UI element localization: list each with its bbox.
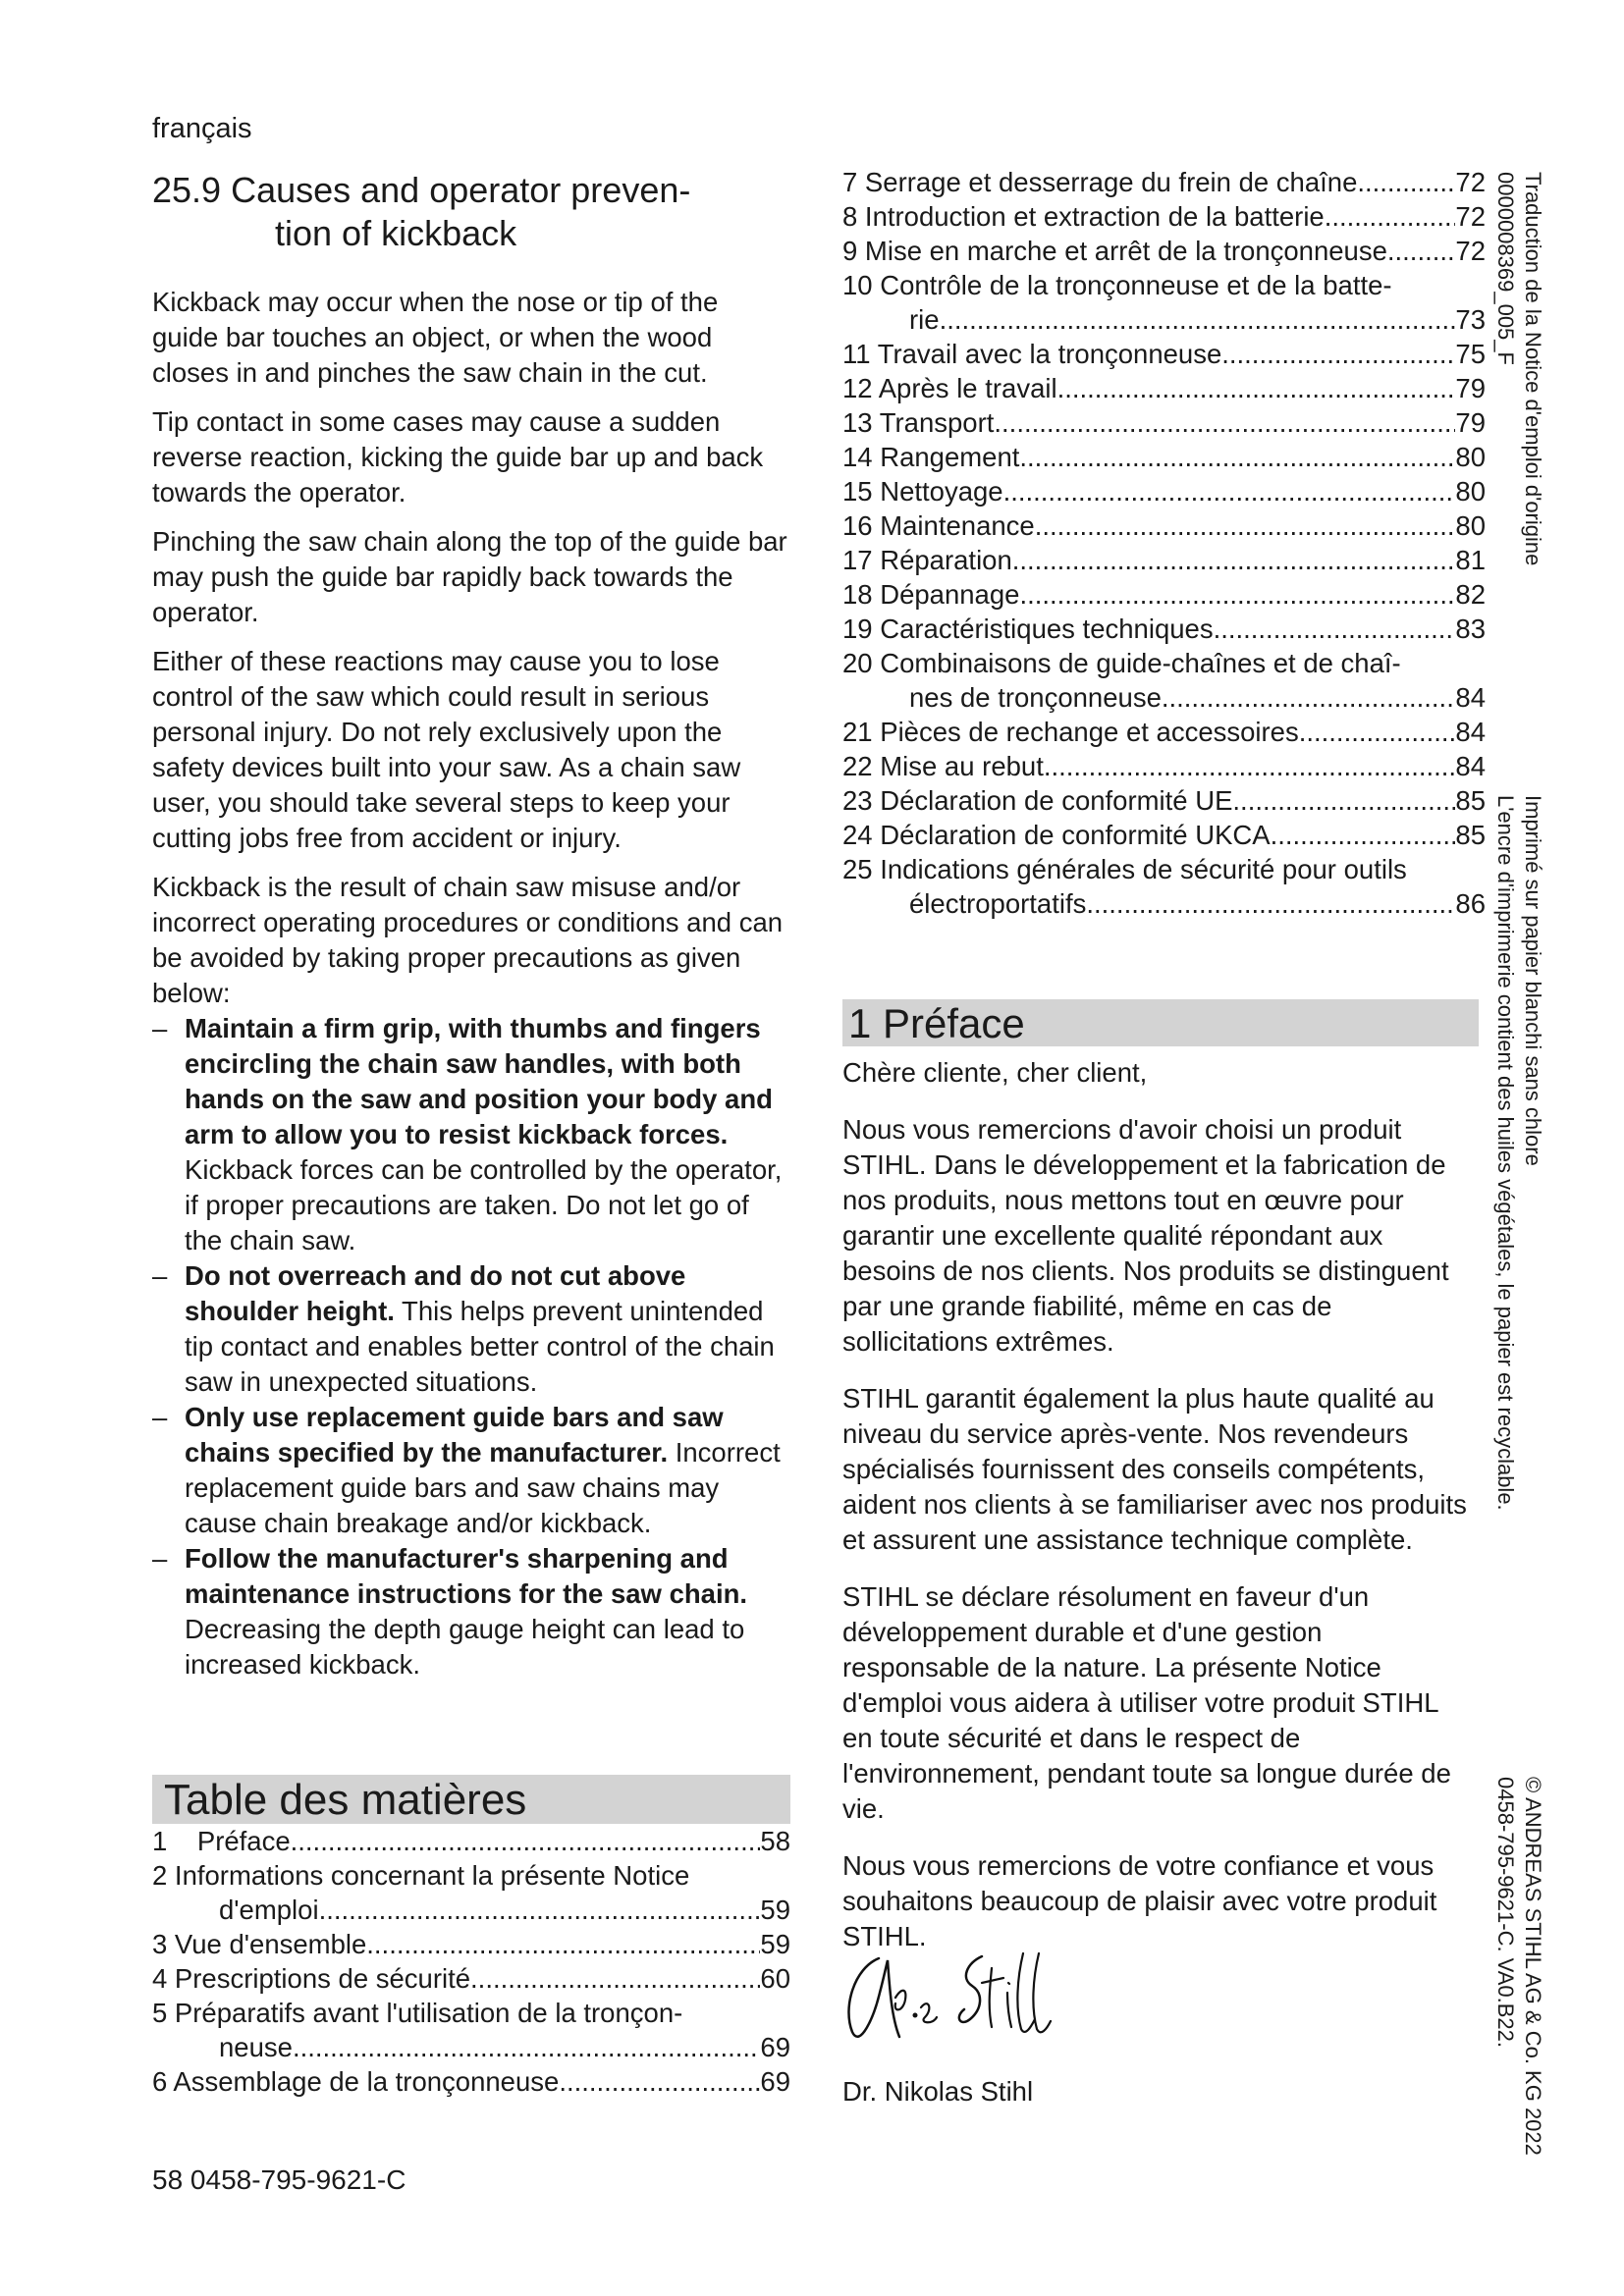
toc-entry-row: [842, 440, 1486, 474]
toc-page-number: 60: [760, 1963, 790, 1994]
toc-entry-label: 10 Contrôle de la tronçonneuse et de la batte-: [842, 270, 1392, 300]
toc-entry-row: [152, 1824, 790, 1858]
bullet-text: This helps prevent unintended tip contact and enables better control of the chain saw in unexpected situations.: [185, 1296, 775, 1397]
toc-entry-row: [842, 612, 1486, 646]
toc-page-number: 59: [760, 1895, 790, 1925]
toc-page-number: 69: [760, 2066, 790, 2097]
toc-entry: [842, 337, 1486, 371]
bullet-bold: Follow the manufacturer's sharpening and maintenance instructions for the saw chain.: [185, 1543, 748, 1609]
language-label: français: [152, 113, 252, 144]
toc-entry: [842, 818, 1486, 852]
preface-paragraph: STIHL se déclare résolument en faveur d'un développement durable et d'une gestion responsable de la nature. La présente Notice d'emploi vous aidera à utiliser votre produit STIHL en toute sécurité et dans le respect de l'environnement, pendant toute sa longue durée de vie.: [842, 1581, 1451, 1824]
toc-entry-label: 2 Informations concernant la présente Notice: [152, 1860, 690, 1891]
toc-entry-continuation: d'emploi: [219, 1895, 319, 1925]
kickback-title-line1: 25.9 Causes and operator preven-: [152, 170, 691, 210]
toc-entry-row: [842, 405, 1486, 440]
toc-entry-label: 6 Assemblage de la tronçonneuse: [152, 2066, 560, 2097]
bullet-item: [152, 1011, 790, 1258]
side-note-line: L'encre d'imprimerie contient des huiles végétales, le papier est recyclable.: [1493, 795, 1518, 1511]
toc-entry: [152, 1996, 790, 2064]
toc-entry-label: 4 Prescriptions de sécurité: [152, 1963, 471, 1994]
toc-entry: [152, 1858, 790, 1927]
toc-page-number: 58: [760, 1826, 790, 1856]
bullet-text: Kickback forces can be controlled by the operator, if proper precautions are taken. Do not let go of the chain saw.: [185, 1154, 783, 1255]
toc-entry-row: [842, 371, 1486, 405]
side-note-line: 0000008369_005_F: [1493, 172, 1518, 365]
toc-entry: [842, 268, 1486, 337]
toc-leader-dots: [1057, 371, 1456, 405]
toc-leader-dots: [1044, 749, 1456, 783]
side-note-line: 0458-795-9621-C. VA0.B22.: [1493, 1777, 1518, 2048]
toc-page-number: 79: [1455, 407, 1486, 438]
kickback-paragraph: Kickback may occur when the nose or tip of the guide bar touches an object, or when the wood closes in and pinches the saw chain in the cut.: [152, 287, 719, 388]
toc-leader-dots: [1232, 783, 1455, 818]
dash-icon: –: [152, 1260, 168, 1291]
toc-leader-dots: [1162, 680, 1456, 715]
toc-page-number: 72: [1455, 167, 1486, 197]
toc-entry: [842, 852, 1486, 921]
toc-entry: [842, 165, 1486, 199]
toc-leader-dots: [291, 1824, 761, 1858]
toc-leader-dots: [1325, 199, 1456, 234]
kickback-paragraph: Pinching the saw chain along the top of the guide bar may push the guide bar rapidly back towards the operator.: [152, 526, 787, 627]
bullet-bold: Maintain a firm grip, with thumbs and fingers encircling the chain saw handles, with both hands on the saw and position your body and arm to allow you to resist kickback forces.: [185, 1013, 773, 1149]
bullet-bold: Only use replacement guide bars and saw chains specified by the manufacturer.: [185, 1402, 724, 1468]
toc-entry-label: 19 Caractéristiques techniques: [842, 614, 1214, 644]
toc-leader-dots: [1357, 165, 1455, 199]
toc-entry-row: [152, 1927, 790, 1961]
toc-leader-dots: [1271, 818, 1456, 852]
toc-entry-label: 22 Mise au rebut: [842, 751, 1044, 781]
toc-page-number: 85: [1455, 785, 1486, 816]
toc-entry: [842, 543, 1486, 577]
kickback-bullet-list: [152, 1011, 790, 1682]
toc-leader-dots: [1019, 440, 1455, 474]
toc-entry-label: 17 Réparation: [842, 545, 1012, 575]
bullet-text: Incorrect replacement guide bars and saw chains may cause chain breakage and/or kickback.: [185, 1437, 781, 1538]
toc-entry-row: [842, 474, 1486, 508]
toc-entry: [842, 474, 1486, 508]
toc-entry-label: 24 Déclaration de conformité UKCA: [842, 820, 1271, 850]
toc-entry-row: [842, 337, 1486, 371]
toc-entry-row: [152, 1961, 790, 1996]
signature-image: [835, 1939, 1070, 2056]
toc-page-number: 72: [1455, 236, 1486, 266]
toc-entry-label: 23 Déclaration de conformité UE: [842, 785, 1233, 816]
bullet-text: Decreasing the depth gauge height can lead to increased kickback.: [185, 1614, 745, 1680]
preface-paragraph: STIHL garantit également la plus haute qualité au niveau du service après-vente. Nos revendeurs spécialisés fournissent des conseils compétents, aident nos clients à se familiariser avec nos produits et assurent une assistance technique complète.: [842, 1383, 1467, 1555]
toc-entry: [842, 577, 1486, 612]
bullet-item: [152, 1400, 790, 1541]
kickback-paragraph: Either of these reactions may cause you to lose control of the saw which could result in serious personal injury. Do not rely exclusively upon the safety devices built into your saw. As a chain saw user, you should take several steps to keep your cutting jobs free from accident or injury.: [152, 646, 741, 853]
dash-icon: –: [152, 1402, 168, 1432]
toc-entry-row: [842, 818, 1486, 852]
toc-entry-label: 25 Indications générales de sécurité pour outils: [842, 854, 1407, 884]
dash-icon: –: [152, 1013, 168, 1043]
toc-page-number: 81: [1455, 545, 1486, 575]
toc-entry: [842, 405, 1486, 440]
toc-entry-label: 16 Maintenance: [842, 510, 1035, 541]
side-note-line: Imprimé sur papier blanchi sans chlore: [1521, 795, 1545, 1166]
toc-entry: [842, 440, 1486, 474]
toc-entry: [842, 234, 1486, 268]
toc-leader-dots: [319, 1893, 761, 1927]
toc-entry-continuation: rie: [909, 304, 940, 335]
toc-entry-label: 15 Nettoyage: [842, 476, 1003, 507]
toc-entry: [842, 646, 1486, 715]
toc-entry-row: [842, 199, 1486, 234]
toc-entry-row: [842, 165, 1486, 199]
toc-page-number: 83: [1455, 614, 1486, 644]
side-note-line: Traduction de la Notice d'emploi d'origine: [1521, 172, 1545, 566]
toc-entry-row: [842, 577, 1486, 612]
toc-left-list: [152, 1824, 790, 2099]
toc-entry: [842, 612, 1486, 646]
toc-page-number: 84: [1455, 751, 1486, 781]
preface-paragraph: Nous vous remercions d'avoir choisi un produit STIHL. Dans le développement et la fabrication de nos produits, nous mettons tout en œuvre pour garantir une excellente qualité répondant aux besoins de nos clients. Nos produits se distinguent par une grande fiabilité, même en cas de sollicitations extrêmes.: [842, 1114, 1449, 1357]
toc-entry: [842, 715, 1486, 749]
toc-page-number: 84: [1455, 717, 1486, 747]
toc-entry-row: [842, 234, 1486, 268]
toc-page-number: 75: [1455, 339, 1486, 369]
toc-page-number: 79: [1455, 373, 1486, 403]
toc-entry-label: 21 Pièces de rechange et accessoires: [842, 717, 1299, 747]
toc-entry-continuation: nes de tronçonneuse: [909, 682, 1162, 713]
toc-leader-dots: [1299, 715, 1456, 749]
toc-entry-row: [842, 783, 1486, 818]
toc-entry-label: 12 Après le travail: [842, 373, 1057, 403]
toc-page-number: 72: [1455, 201, 1486, 232]
toc-leader-dots: [470, 1961, 760, 1996]
page-footer: 58 0458-795-9621-C: [152, 2164, 406, 2195]
toc-entry-row: [152, 2030, 790, 2064]
toc-entry-row: [842, 302, 1486, 337]
toc-page-number: 82: [1455, 579, 1486, 610]
kickback-title: [152, 169, 790, 255]
toc-right-list: [842, 165, 1486, 921]
toc-entry-row: [842, 886, 1486, 921]
toc-page-number: 80: [1455, 442, 1486, 472]
toc-entry-row: [842, 749, 1486, 783]
toc-entry: [152, 2064, 790, 2099]
toc-entry-label: 5 Préparatifs avant l'utilisation de la tronçon-: [152, 1998, 683, 2028]
preface-body: [842, 1055, 1471, 1976]
toc-entry-label: 14 Rangement: [842, 442, 1020, 472]
toc-page-number: 59: [760, 1929, 790, 1959]
toc-leader-dots: [1387, 234, 1456, 268]
toc-entry-label: 9 Mise en marche et arrêt de la tronçonneuse: [842, 236, 1387, 266]
signer-name: Dr. Nikolas Stihl: [842, 2076, 1034, 2107]
toc-entry-label: 8 Introduction et extraction de la batterie: [842, 201, 1325, 232]
toc-leader-dots: [1214, 612, 1456, 646]
toc-entry: [842, 749, 1486, 783]
toc-entry-continuation: neuse: [219, 2032, 293, 2062]
toc-leader-dots: [994, 405, 1455, 440]
toc-entry-row: [842, 715, 1486, 749]
toc-entry: [152, 1927, 790, 1961]
toc-entry: [842, 371, 1486, 405]
kickback-title-line2: tion of kickback: [275, 213, 517, 253]
toc-leader-dots: [1035, 508, 1456, 543]
toc-leader-dots: [559, 2064, 760, 2099]
toc-leader-dots: [1003, 474, 1456, 508]
kickback-section: [152, 169, 790, 1682]
toc-page-number: 84: [1455, 682, 1486, 713]
bullet-item: [152, 1541, 790, 1682]
preface-paragraph: Chère cliente, cher client,: [842, 1057, 1148, 1088]
toc-page-number: 80: [1455, 476, 1486, 507]
preface-title: 1 Préface: [842, 999, 1479, 1046]
toc-entry-row: [842, 680, 1486, 715]
toc-entry-continuation: électroportatifs: [909, 888, 1087, 919]
toc-entry: [842, 508, 1486, 543]
bullet-bold: Do not overreach and do not cut above shoulder height.: [185, 1260, 686, 1326]
toc-leader-dots: [1221, 337, 1455, 371]
toc-entry-label: 18 Dépannage: [842, 579, 1020, 610]
toc-leader-dots: [1012, 543, 1456, 577]
toc-entry: [152, 1824, 790, 1858]
side-note-paper: [1491, 795, 1546, 1511]
side-note-translation: [1491, 172, 1546, 565]
toc-entry-label: 7 Serrage et desserrage du frein de chaîne: [842, 167, 1358, 197]
kickback-paragraph: Kickback is the result of chain saw misuse and/or incorrect operating procedures or conditions and can be avoided by taking proper precautions as given below:: [152, 872, 784, 1008]
toc-page-number: 73: [1455, 304, 1486, 335]
toc-entry-row: [842, 508, 1486, 543]
toc-entry-row: [152, 2064, 790, 2099]
toc-entry-row: [842, 543, 1486, 577]
kickback-paragraph: Tip contact in some cases may cause a sudden reverse reaction, kicking the guide bar up and back towards the operator.: [152, 406, 764, 507]
toc-entry: [152, 1961, 790, 1996]
toc-leader-dots: [293, 2030, 760, 2064]
side-note-line: © ANDREAS STIHL AG & Co. KG 2022: [1521, 1777, 1545, 2156]
toc-page-number: 80: [1455, 510, 1486, 541]
bullet-item: [152, 1258, 790, 1400]
preface-paragraph: Nous vous remercions de votre confiance et vous souhaitons beaucoup de plaisir avec votre produit STIHL.: [842, 1850, 1437, 1951]
side-note-copyright: [1491, 1777, 1546, 2156]
toc-leader-dots: [1086, 886, 1455, 921]
toc-entry-label: 11 Travail avec la tronçonneuse: [842, 339, 1222, 369]
toc-leader-dots: [1019, 577, 1455, 612]
toc-entry: [842, 783, 1486, 818]
dash-icon: –: [152, 1543, 168, 1574]
toc-entry: [842, 199, 1486, 234]
toc-page-number: 69: [760, 2032, 790, 2062]
toc-title: Table des matières: [152, 1775, 790, 1824]
toc-entry-row: [152, 1893, 790, 1927]
toc-leader-dots: [940, 302, 1456, 337]
toc-entry-label: 13 Transport: [842, 407, 995, 438]
toc-entry-label: 3 Vue d'ensemble: [152, 1929, 367, 1959]
toc-page-number: 86: [1455, 888, 1486, 919]
toc-page-number: 85: [1455, 820, 1486, 850]
toc-entry-label: 1 Préface: [152, 1826, 291, 1856]
toc-leader-dots: [366, 1927, 760, 1961]
toc-entry-label: 20 Combinaisons de guide-chaînes et de chaî-: [842, 648, 1401, 678]
